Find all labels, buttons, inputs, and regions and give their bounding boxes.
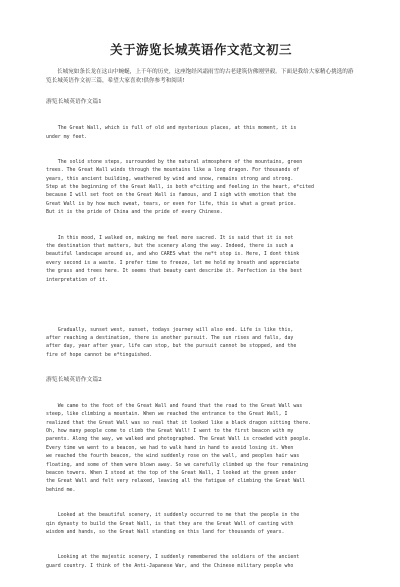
essay-paragraph: Looking at the majestic scenery, I suddenly remembered the soldiers of the ancient guard country. I think of the Anti-Japanese War, and the Chinese military people who xyxy=(46,554,300,569)
essay-paragraph: Gradually, sunset west, sunset, todays journey will also end. Life is like this, after reaching a destination, there is another pursuit. The sun rises and falls, day after day, year after year, life can stop, but the pursuit cannot be stopped, and the fire of hope cannot be e*tinguished. xyxy=(46,326,297,358)
essay-paragraph: We came to the foot of the Great Wall and found that the road to the Great Wall was steep, like climbing a mountain. When we reached the entrance to the Great Wall, I realized that the Great Wall was so real that it looked like a black dragon sitting there. Oh, how many people come to climb the Great Wall! I went to the first beacon with my parents. Along the way, we walked and photographed. The Great Wall is crowded with people. Every time we went to a beacon, we had to walk hand in hand to avoid losing it. When we reached the fourth beacon, the wind suddenly rose on the wall, and peoples hair was floating, and some of them were blown away. So we carefully climbed up the four remaining beacon towers. When I stood at the top of the Great Wall, I looked at the green under the Great Wall and felt very relaxed, leaving all the fatigue of climbing the Great Wall behind me. xyxy=(46,402,311,493)
essay-paragraph: The solid stone steps, surrounded by the natural atmosphere of the mountains, green trees. The Great Wall winds through the mountains like a long dragon. For thousands of years, this ancient building, weathered by wind and snow, remains strong and strong. Step at the beginning of the Great Wall, is both e*citing and feeling in the heart, e*cited because I will set foot on the Great Wall is famous, and I sigh with emotion that the Great Wall is by how much sweat, tears, or even for life, this is what a great price. But it is the pride of China and the pride of every Chinese. xyxy=(46,158,314,216)
document-title: 关于游览长城英语作文范文初三 xyxy=(109,42,292,57)
section-2-body xyxy=(46,385,356,587)
essay-paragraph: Looked at the beautiful scenery, it suddenly occurred to me that the people in the qin dynasty to build the Great Wall, is that they are the Great Wall of casting with wisdom and hands, so the Great Wall standing on this land for thousands of years. xyxy=(46,512,300,535)
intro-paragraph: 长城宛如条长龙在这山中蜿蜒，上千年的历史，这座饱经风霜雨雪的古老建筑仿佛刚坚毅。下面是我给大家精心挑选的游览长城英语作文初三篇，希望大家喜欢!供你参考和阅读! xyxy=(46,69,354,85)
essay-paragraph: In this mood, I walked on, making me feel more sacred. It is said that it is not the destination that matters, but the scenery along the way. Indeed, there is such a beautiful landscape around us, and who CARES what the ne*t stop is. Here, I dont think every second is a waste. I prefer time to freeze, let me hold my breath and appreciate the grass and trees here. It seems that beauty cant describe it. Perfection is the best interpretation of it. xyxy=(46,234,303,283)
section-1-body xyxy=(46,107,356,376)
essay-paragraph: The Great Wall, which is full of old and mysterious places, at this moment, it is under my feet. xyxy=(46,125,297,140)
section-2-title: 游览长城英语作文篇2 xyxy=(46,377,102,383)
section-1-title: 游览长城英语作文篇1 xyxy=(46,99,102,106)
